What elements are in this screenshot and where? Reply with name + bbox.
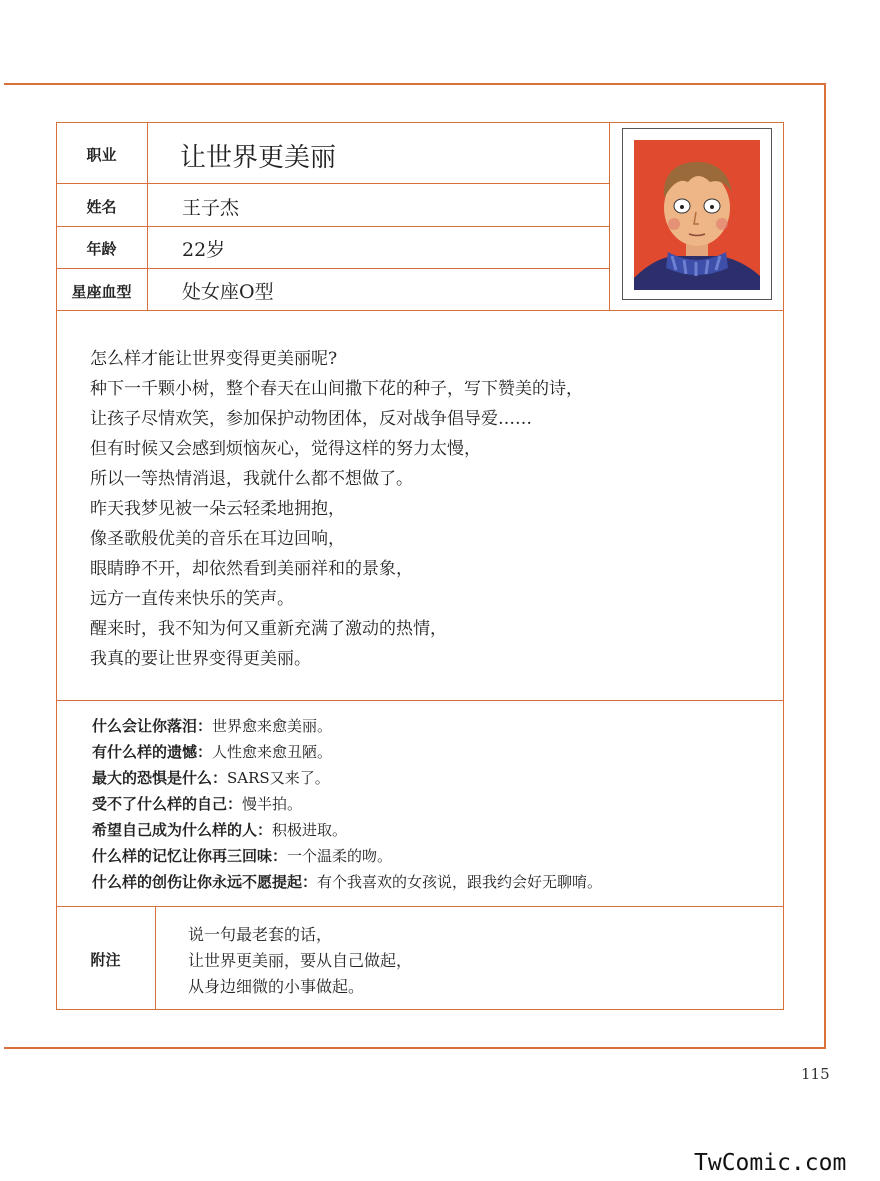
poem-line: 像圣歌般优美的音乐在耳边回响， — [90, 529, 345, 549]
page-number: 115 — [801, 1065, 830, 1083]
occupation-label: 职业 — [86, 146, 117, 164]
qa-answer: 人性愈来愈丑陋。 — [212, 743, 333, 761]
portrait-frame — [622, 128, 772, 300]
poem-line: 种下一千颗小树，整个春天在山间撒下花的种子，写下赞美的诗， — [90, 379, 583, 399]
sign-blood-value: 处女座O型 — [182, 281, 274, 303]
section-divider — [56, 700, 784, 701]
qa-question: 什么会让你落泪： — [92, 717, 213, 735]
note-line: 说一句最老套的话， — [188, 925, 333, 944]
qa-row — [92, 843, 602, 869]
watermark: TwComic.com — [694, 1150, 847, 1176]
qa-question: 有什么样的遗憾： — [92, 743, 213, 761]
qa-answer: 一个温柔的吻。 — [287, 847, 393, 865]
qa-answer: 积极进取。 — [272, 821, 348, 839]
name-value: 王子杰 — [182, 197, 240, 219]
poem-line: 眼睛睁不开，却依然看到美丽祥和的景象， — [90, 559, 413, 579]
qa-answer: 世界愈来愈美丽。 — [212, 717, 333, 735]
sign-blood-label: 星座血型 — [71, 283, 132, 301]
qa-answer: SARS又来了。 — [227, 769, 330, 787]
row-divider — [56, 183, 609, 184]
name-label: 姓名 — [86, 198, 117, 216]
poem-line: 远方一直传来快乐的笑声。 — [90, 589, 294, 609]
note-column-divider — [155, 906, 156, 1010]
qa-answer: 有个我喜欢的女孩说，跟我约会好无聊唷。 — [317, 873, 603, 891]
qa-question: 希望自己成为什么样的人： — [92, 821, 273, 839]
row-divider — [56, 226, 609, 227]
qa-row — [92, 713, 602, 739]
qa-row — [92, 817, 602, 843]
poem-line: 昨天我梦见被一朵云轻柔地拥抱， — [90, 499, 345, 519]
photo-column-divider — [609, 122, 610, 310]
label-column-divider — [147, 122, 148, 310]
poem-line: 但有时候又会感到烦恼灰心，觉得这样的努力太慢， — [90, 439, 481, 459]
qa-row — [92, 869, 602, 895]
poem-line: 醒来时，我不知为何又重新充满了激动的热情， — [90, 619, 447, 639]
note-label: 附注 — [90, 951, 121, 969]
poem-line: 怎么样才能让世界变得更美丽呢? — [90, 349, 338, 369]
note-text — [188, 922, 412, 1000]
poem-line: 我真的要让世界变得更美丽。 — [90, 649, 311, 669]
qa-question: 什么样的记忆让你再三回味： — [92, 847, 288, 865]
poem-line: 让孩子尽情欢笑，参加保护动物团体，反对战争倡导爱…… — [90, 409, 532, 429]
qa-row — [92, 791, 602, 817]
qa-row — [92, 739, 602, 765]
age-label: 年龄 — [86, 240, 117, 258]
row-divider — [56, 268, 609, 269]
qa-row — [92, 765, 602, 791]
qa-question: 受不了什么样的自己： — [92, 795, 243, 813]
note-line: 让世界更美丽，要从自己做起， — [188, 951, 413, 970]
portrait-illustration — [634, 140, 760, 290]
note-line: 从身边细微的小事做起。 — [188, 977, 365, 996]
poem-line: 所以一等热情消退，我就什么都不想做了。 — [90, 469, 413, 489]
qa-question: 什么样的创伤让你永远不愿提起： — [92, 873, 318, 891]
occupation-value: 让世界更美丽 — [180, 143, 337, 173]
qa-question: 最大的恐惧是什么： — [92, 769, 228, 787]
section-divider — [56, 310, 784, 311]
age-value: 22岁 — [182, 239, 226, 261]
qa-list — [92, 713, 602, 895]
section-divider — [56, 906, 784, 907]
qa-answer: 慢半拍。 — [242, 795, 303, 813]
poem-block — [90, 344, 583, 674]
